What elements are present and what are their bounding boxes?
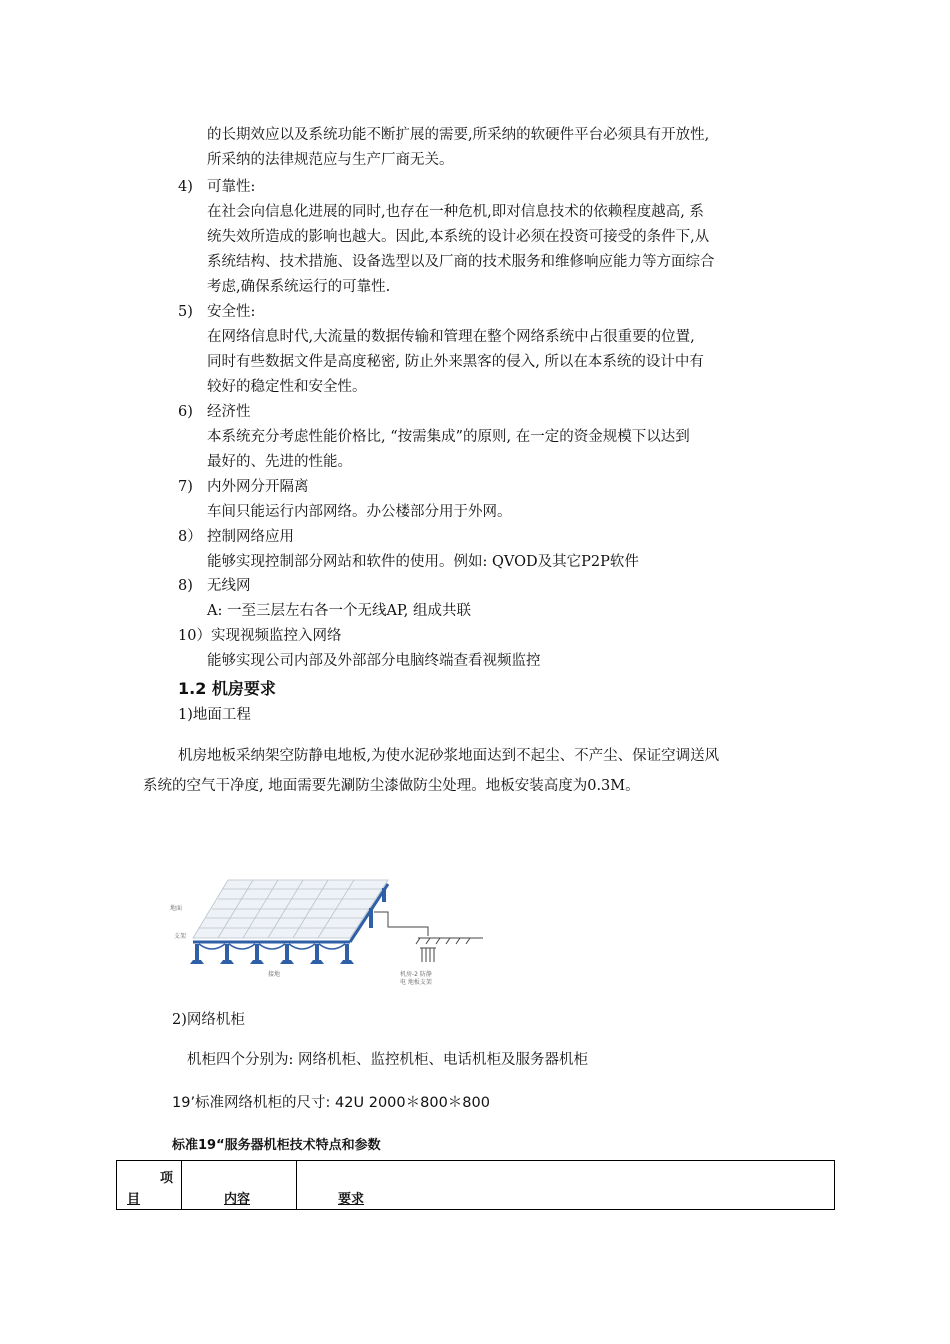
subheading-cabinet: 2)网络机柜 xyxy=(172,1012,245,1028)
item-text: 能够实现控制部分网站和软件的使用。例如: QVOD及其它P2P软件 xyxy=(207,554,639,570)
item-title: 无线网 xyxy=(207,578,251,594)
table-title: 标准19“服务器机柜技术特点和参数 xyxy=(172,1138,381,1153)
intro-line-2: 所采纳的法律规范应与生产厂商无关。 xyxy=(207,152,454,168)
cabinet-text: 机柜四个分别为: 网络机柜、监控机柜、电话机柜及服务器机柜 xyxy=(187,1052,588,1068)
item-text: 在社会向信息化进展的同时,也存在一种危机,即对信息技术的依赖程度越高, 系 xyxy=(207,204,704,220)
header-requirement-label: 要求 xyxy=(338,1192,365,1207)
item-title: 可靠性: xyxy=(207,179,256,195)
item-text: 较好的稳定性和安全性。 xyxy=(207,379,367,395)
item-number: 5) xyxy=(178,304,193,320)
item-text: 本系统充分考虑性能价格比, “按需集成”的原则, 在一定的资金规模下以达到 xyxy=(207,429,690,445)
cabinet-size: 19’标准网络机柜的尺寸: 42U 2000＊800＊800 xyxy=(172,1095,490,1111)
item-title: 控制网络应用 xyxy=(207,529,294,545)
header-item-top: 项 xyxy=(159,1171,173,1186)
section-heading: 1.2 机房要求 xyxy=(178,679,276,698)
item-text: 考虑,确保系统运行的可靠性. xyxy=(207,279,391,295)
item-text: 同时有些数据文件是高度秘密, 防止外来黑客的侵入, 所以在本系统的设计中有 xyxy=(207,354,704,370)
item-text: 车间只能运行内部网络。办公楼部分用于外网。 xyxy=(207,504,512,520)
item-text: 系统结构、技术措施、设备选型以及厂商的技术服务和维修响应能力等方面综合 xyxy=(207,254,715,270)
item-text: A: 一至三层左右各一个无线AP, 组成共联 xyxy=(207,603,471,619)
paragraph-line: 机房地板采纳架空防静电地板,为使水泥砂浆地面达到不起尘、不产尘、保证空调送风 xyxy=(178,748,720,764)
subheading-floor: 1)地面工程 xyxy=(178,707,251,723)
intro-line-1: 的长期效应以及系统功能不断扩展的需要,所采纳的软硬件平台必须具有开放性, xyxy=(207,127,710,143)
item-text: 统失效所造成的影响也越大。因此,本系统的设计必须在投资可接受的条件下,从 xyxy=(207,229,710,245)
item-title: 内外网分开隔离 xyxy=(207,479,309,495)
item-text: 最好的、先进的性能。 xyxy=(207,454,352,470)
item-title: 实现视频监控入网络 xyxy=(211,628,342,644)
item-title: 安全性: xyxy=(207,304,256,320)
header-content-label: 内容 xyxy=(224,1192,251,1207)
table-header-row xyxy=(117,1161,835,1210)
header-cell-content xyxy=(182,1161,297,1210)
item-number: 7) xyxy=(178,479,193,495)
header-cell-item xyxy=(117,1161,182,1210)
paragraph-line: 系统的空气干净度, 地面需要先涮防尘漆做防尘处理。地板安装高度为0.3M。 xyxy=(143,778,640,794)
figure-note-line1: 机房-2 防静 xyxy=(400,971,432,978)
raised-floor-diagram xyxy=(168,872,488,992)
spec-table xyxy=(116,1160,835,1210)
item-number: 4) xyxy=(178,179,193,195)
item-title: 经济性 xyxy=(207,404,251,420)
figure-label-floor: 地面 xyxy=(170,905,183,912)
item-number: 8） xyxy=(178,529,202,545)
item-number: 10） xyxy=(178,628,211,644)
item-text: 能够实现公司内部及外部部分电脑终端查看视频监控 xyxy=(207,653,541,669)
header-cell-requirement xyxy=(297,1161,835,1210)
figure-label-support: 支架 xyxy=(174,933,187,940)
figure-label-ground: 接地 xyxy=(268,971,281,978)
item-text: 在网络信息时代,大流量的数据传输和管理在整个网络系统中占很重要的位置, xyxy=(207,329,695,345)
header-item-bottom: 目 xyxy=(127,1192,141,1207)
item-number: 6) xyxy=(178,404,193,420)
figure-note-line2: 电 地板支架 xyxy=(400,979,432,986)
item-number: 8) xyxy=(178,578,193,594)
